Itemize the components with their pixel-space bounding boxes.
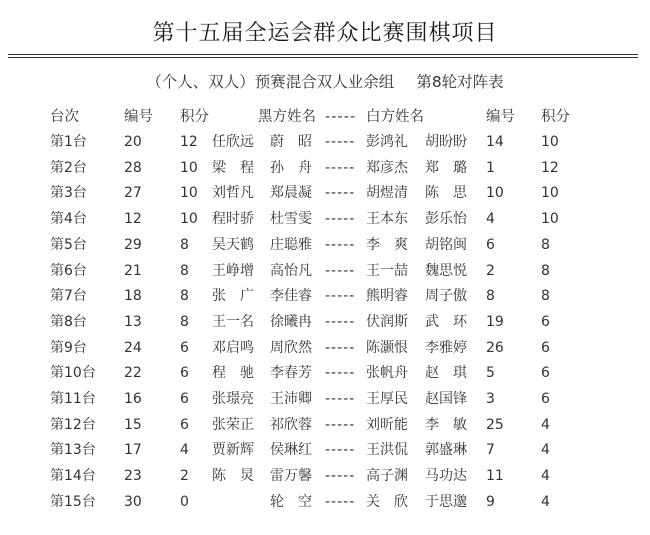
row-white-player-1: 陈灏恨 <box>366 340 408 356</box>
title-divider <box>8 54 638 58</box>
row-black-number: 23 <box>124 468 142 484</box>
table-row <box>0 387 650 411</box>
row-white-points: 6 <box>541 340 550 356</box>
row-black-player-2: 杜雪雯 <box>270 211 312 227</box>
row-black-player-1: 张荣正 <box>212 417 254 433</box>
row-separator: ----- <box>325 160 356 176</box>
row-white-points: 8 <box>541 237 550 253</box>
row-black-number: 22 <box>124 365 142 381</box>
row-table-number: 第8台 <box>50 314 87 330</box>
table-row <box>0 181 650 205</box>
row-black-points: 0 <box>180 494 189 510</box>
row-black-player-2: 高怡凡 <box>270 263 312 279</box>
row-black-points: 8 <box>180 288 189 304</box>
row-separator: ----- <box>325 365 356 381</box>
row-black-number: 21 <box>124 263 142 279</box>
row-black-number: 16 <box>124 391 142 407</box>
row-white-player-2: 李雅婷 <box>425 340 467 356</box>
row-white-number: 1 <box>486 160 495 176</box>
row-black-points: 4 <box>180 442 189 458</box>
row-black-player-1: 吴天鹤 <box>212 237 254 253</box>
row-black-points: 8 <box>180 263 189 279</box>
row-table-number: 第9台 <box>50 340 87 356</box>
row-white-player-2: 武 环 <box>425 314 467 330</box>
row-white-player-2: 魏思悦 <box>425 263 467 279</box>
row-table-number: 第4台 <box>50 211 87 227</box>
header-black-names: 黑方姓名 <box>258 109 316 125</box>
row-black-number: 30 <box>124 494 142 510</box>
row-white-player-1: 李 爽 <box>366 237 408 253</box>
row-black-number: 13 <box>124 314 142 330</box>
row-separator: ----- <box>325 417 356 433</box>
row-white-number: 11 <box>486 468 504 484</box>
table-row <box>0 284 650 308</box>
row-table-number: 第12台 <box>50 417 96 433</box>
row-separator: ----- <box>325 237 356 253</box>
row-black-player-2: 郑晨凝 <box>270 185 312 201</box>
row-black-points: 6 <box>180 417 189 433</box>
row-table-number: 第11台 <box>50 391 96 407</box>
row-black-player-2: 侯琳红 <box>270 442 312 458</box>
row-separator: ----- <box>325 468 356 484</box>
row-black-points: 10 <box>180 160 198 176</box>
row-black-player-2: 李春芳 <box>270 365 312 381</box>
row-black-player-2: 庄聪雅 <box>270 237 312 253</box>
row-separator: ----- <box>325 134 356 150</box>
header-table: 台次 <box>50 109 79 125</box>
row-white-number: 2 <box>486 263 495 279</box>
row-white-number: 8 <box>486 288 495 304</box>
subtitle-round: 第8轮对阵表 <box>416 73 504 91</box>
row-black-player-2: 孙 舟 <box>270 160 312 176</box>
row-white-points: 10 <box>541 211 559 227</box>
row-white-points: 4 <box>541 442 550 458</box>
row-black-player-1: 刘哲凡 <box>212 185 254 201</box>
table-row <box>0 310 650 334</box>
row-white-player-1: 王本东 <box>366 211 408 227</box>
page-subtitle <box>0 70 650 92</box>
table-row <box>0 207 650 231</box>
row-black-player-2: 周欣然 <box>270 340 312 356</box>
row-white-player-1: 张帆舟 <box>366 365 408 381</box>
row-black-points: 2 <box>180 468 189 484</box>
header-white-number: 编号 <box>486 109 515 125</box>
row-black-player-1: 王一名 <box>212 314 254 330</box>
header-white-points: 积分 <box>541 109 570 125</box>
row-black-player-1: 张璟亮 <box>212 391 254 407</box>
row-separator: ----- <box>325 263 356 279</box>
row-white-player-2: 赵国锋 <box>425 391 467 407</box>
row-black-number: 28 <box>124 160 142 176</box>
row-separator: ----- <box>325 288 356 304</box>
row-black-points: 6 <box>180 340 189 356</box>
row-black-player-1: 张 广 <box>212 288 254 304</box>
row-white-points: 10 <box>541 185 559 201</box>
row-black-player-1: 梁 程 <box>212 160 254 176</box>
row-table-number: 第5台 <box>50 237 87 253</box>
row-black-player-2: 雷万馨 <box>270 468 312 484</box>
page-title: 第十五届全运会群众比赛围棋项目 <box>152 21 498 46</box>
row-table-number: 第7台 <box>50 288 87 304</box>
row-black-number: 12 <box>124 211 142 227</box>
row-black-player-2: 李佳睿 <box>270 288 312 304</box>
table-row <box>0 361 650 385</box>
row-white-player-1: 王洪侃 <box>366 442 408 458</box>
row-white-points: 12 <box>541 160 559 176</box>
row-white-player-1: 王一喆 <box>366 263 408 279</box>
table-row <box>0 413 650 437</box>
table-row <box>0 438 650 462</box>
row-black-player-1: 任欣远 <box>212 134 254 150</box>
table-row <box>0 259 650 283</box>
row-white-player-1: 王厚民 <box>366 391 408 407</box>
table-row <box>0 464 650 488</box>
table-row <box>0 233 650 257</box>
row-white-player-2: 陈 思 <box>425 185 467 201</box>
row-black-points: 8 <box>180 237 189 253</box>
row-white-number: 3 <box>486 391 495 407</box>
row-table-number: 第15台 <box>50 494 96 510</box>
row-black-player-1: 陈 炅 <box>212 468 254 484</box>
row-black-player-1: 邓启鸣 <box>212 340 254 356</box>
row-black-player-1: 程 驰 <box>212 365 254 381</box>
header-separator: ----- <box>325 109 357 125</box>
row-white-number: 26 <box>486 340 504 356</box>
table-row <box>0 156 650 180</box>
row-separator: ----- <box>325 185 356 201</box>
row-white-number: 25 <box>486 417 504 433</box>
table-row <box>0 130 650 154</box>
row-table-number: 第10台 <box>50 365 96 381</box>
table-header <box>0 105 650 129</box>
row-white-player-1: 胡煜清 <box>366 185 408 201</box>
row-white-player-2: 郑 璐 <box>425 160 467 176</box>
row-white-player-2: 胡铭闽 <box>425 237 467 253</box>
row-table-number: 第3台 <box>50 185 87 201</box>
row-white-points: 4 <box>541 468 550 484</box>
row-black-points: 8 <box>180 314 189 330</box>
row-white-number: 7 <box>486 442 495 458</box>
row-black-player-2: 蔚 昭 <box>270 134 312 150</box>
row-black-player-2: 徐曦冉 <box>270 314 312 330</box>
row-white-points: 6 <box>541 391 550 407</box>
row-table-number: 第14台 <box>50 468 96 484</box>
row-white-player-1: 彭鸿礼 <box>366 134 408 150</box>
row-black-points: 12 <box>180 134 198 150</box>
row-white-number: 14 <box>486 134 504 150</box>
row-separator: ----- <box>325 340 356 356</box>
row-black-player-2: 轮 空 <box>270 494 312 510</box>
row-white-number: 10 <box>486 185 504 201</box>
row-black-points: 6 <box>180 391 189 407</box>
row-white-number: 19 <box>486 314 504 330</box>
header-black-number: 编号 <box>124 109 153 125</box>
row-white-player-2: 马功达 <box>425 468 467 484</box>
row-white-number: 5 <box>486 365 495 381</box>
row-black-number: 17 <box>124 442 142 458</box>
row-black-player-1: 王峥增 <box>212 263 254 279</box>
row-white-player-1: 高子渊 <box>366 468 408 484</box>
row-separator: ----- <box>325 391 356 407</box>
row-separator: ----- <box>325 211 356 227</box>
row-white-player-2: 李 敏 <box>425 417 467 433</box>
row-black-number: 24 <box>124 340 142 356</box>
row-white-points: 4 <box>541 417 550 433</box>
row-black-number: 29 <box>124 237 142 253</box>
row-white-points: 6 <box>541 365 550 381</box>
table-row <box>0 336 650 360</box>
row-white-points: 8 <box>541 288 550 304</box>
row-black-number: 18 <box>124 288 142 304</box>
header-black-points: 积分 <box>180 109 209 125</box>
row-white-player-1: 熊明睿 <box>366 288 408 304</box>
row-black-number: 27 <box>124 185 142 201</box>
row-table-number: 第13台 <box>50 442 96 458</box>
row-black-points: 10 <box>180 211 198 227</box>
row-white-number: 6 <box>486 237 495 253</box>
row-separator: ----- <box>325 442 356 458</box>
row-white-number: 4 <box>486 211 495 227</box>
row-white-points: 4 <box>541 494 550 510</box>
row-black-player-2: 王沛卿 <box>270 391 312 407</box>
subtitle-group: （个人、双人）预赛混合双人业余组 <box>146 73 395 91</box>
row-white-points: 10 <box>541 134 559 150</box>
row-white-player-2: 彭乐怡 <box>425 211 467 227</box>
row-white-player-2: 胡盼盼 <box>425 134 467 150</box>
row-white-player-1: 关 欣 <box>366 494 408 510</box>
row-black-player-1: 程时骄 <box>212 211 254 227</box>
header-white-names: 白方姓名 <box>366 109 424 125</box>
row-white-number: 9 <box>486 494 495 510</box>
row-black-points: 10 <box>180 185 198 201</box>
row-white-player-2: 赵 琪 <box>425 365 467 381</box>
row-white-player-2: 周子傲 <box>425 288 467 304</box>
row-black-player-1: 贾新辉 <box>212 442 254 458</box>
row-white-player-2: 于思邈 <box>425 494 467 510</box>
row-table-number: 第1台 <box>50 134 87 150</box>
row-black-number: 15 <box>124 417 142 433</box>
row-separator: ----- <box>325 494 356 510</box>
row-black-number: 20 <box>124 134 142 150</box>
row-white-points: 6 <box>541 314 550 330</box>
row-table-number: 第2台 <box>50 160 87 176</box>
row-table-number: 第6台 <box>50 263 87 279</box>
row-white-points: 8 <box>541 263 550 279</box>
row-white-player-1: 刘昕能 <box>366 417 408 433</box>
row-white-player-1: 郑彦杰 <box>366 160 408 176</box>
row-black-points: 6 <box>180 365 189 381</box>
table-row <box>0 490 650 514</box>
row-white-player-1: 伏润斯 <box>366 314 408 330</box>
row-white-player-2: 郭盛琳 <box>425 442 467 458</box>
row-black-player-2: 祁欣蓉 <box>270 417 312 433</box>
row-separator: ----- <box>325 314 356 330</box>
